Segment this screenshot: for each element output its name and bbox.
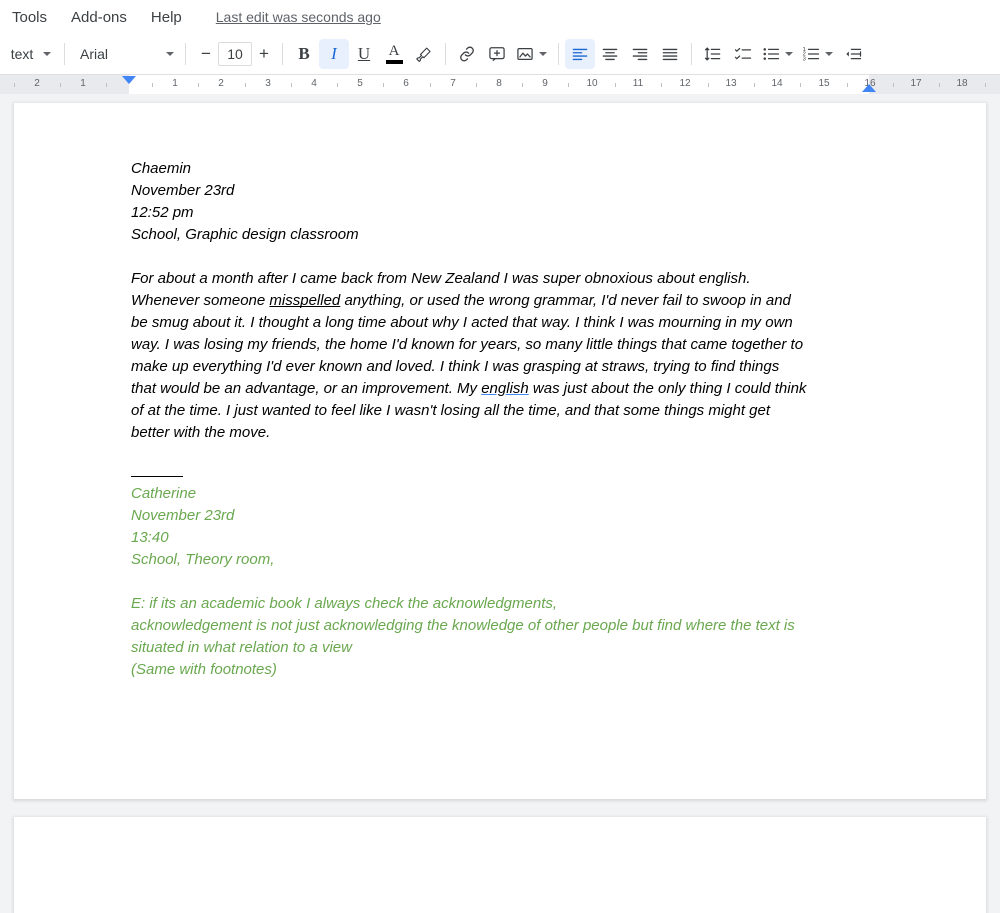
entry1-body-line: better with the move. [131, 424, 271, 441]
highlight-icon [415, 45, 433, 63]
bulleted-list-button[interactable] [758, 39, 798, 69]
menu-item-help[interactable]: Help [150, 8, 182, 26]
align-justify-icon [660, 44, 680, 64]
align-center-button[interactable] [595, 39, 625, 69]
insert-group [452, 36, 552, 72]
entry2-body-line: situated in what relation to a view [131, 639, 352, 656]
ruler-label: 18 [956, 78, 968, 89]
ruler-label: 13 [725, 78, 737, 89]
entry1-body-line: of at the time. I just wanted to feel like I wasn't losing all the time, and that some things might get [131, 402, 771, 419]
left-indent-marker[interactable] [122, 76, 136, 84]
font-group [71, 36, 179, 72]
ruler-label: 3 [265, 78, 271, 89]
chevron-down-icon [785, 52, 793, 56]
underline-icon: U [357, 44, 371, 63]
horizontal-ruler[interactable] [0, 74, 1000, 94]
flagged-word: english [481, 380, 529, 397]
ruler-label: 2 [218, 78, 224, 89]
paragraph-spacer [131, 571, 891, 593]
horizontal-divider [131, 476, 183, 477]
last-edit-status[interactable]: Last edit was seconds ago [215, 9, 381, 25]
document-text[interactable] [131, 158, 891, 681]
toolbar-divider [282, 43, 283, 65]
entry1-author: Chaemin [131, 160, 192, 177]
entry2-date: November 23rd [131, 507, 235, 524]
underline-button[interactable] [349, 39, 379, 69]
right-indent-marker[interactable] [862, 84, 876, 92]
misspelled-word: misspelled [269, 292, 341, 309]
menu-item-tools[interactable]: Tools [12, 8, 48, 26]
align-justify-button[interactable] [655, 39, 685, 69]
ruler-label: 6 [403, 78, 409, 89]
toolbar-divider [64, 43, 65, 65]
ruler-label: 5 [357, 78, 363, 89]
ruler-label: 10 [586, 78, 598, 89]
paragraph-spacer [131, 466, 891, 476]
checklist-icon [733, 44, 753, 64]
chevron-down-icon [539, 52, 547, 56]
ruler-label: 7 [450, 78, 456, 89]
ruler-label: 1 [80, 78, 86, 89]
ruler-track [0, 75, 1000, 94]
ruler-label: 12 [679, 78, 691, 89]
text-color-button[interactable] [379, 39, 409, 69]
entry2-body-line: (Same with footnotes) [131, 661, 277, 678]
ruler-label: 4 [311, 78, 317, 89]
decrease-font-size-button[interactable]: − [201, 44, 211, 63]
menu-item-add-ons[interactable]: Add-ons [71, 8, 127, 26]
toolbar-divider [558, 43, 559, 65]
insert-image-icon [515, 44, 535, 64]
font-family-dropdown[interactable] [71, 39, 179, 69]
entry2-body-line: acknowledgement is not just acknowledging the knowledge of other people but find where the text is [131, 617, 795, 634]
insert-link-button[interactable] [452, 39, 482, 69]
numbered-list-button[interactable] [798, 39, 838, 69]
text-format-group [289, 36, 439, 72]
align-center-icon [600, 44, 620, 64]
align-right-icon [630, 44, 650, 64]
svg-text:2: 2 [802, 51, 806, 58]
document-page-2[interactable] [14, 817, 986, 913]
add-comment-button[interactable] [482, 39, 512, 69]
paragraph-spacer [131, 444, 891, 466]
entry2-body-line: E: if its an academic book I always check the acknowledgments, [131, 595, 558, 612]
ruler-label: 11 [632, 78, 644, 89]
entry1-body-line: way. I was losing my friends, the home I'd known for years, so many little things that came together to [131, 336, 804, 353]
paragraph-style-value: text [10, 46, 34, 62]
checklist-button[interactable] [728, 39, 758, 69]
entry1-location: School, Graphic design classroom [131, 226, 359, 243]
link-icon [457, 44, 477, 64]
bold-icon: B [298, 44, 310, 63]
font-size-input[interactable]: 10 [218, 42, 252, 66]
align-left-icon [570, 44, 590, 64]
svg-text:3: 3 [802, 56, 806, 63]
document-page-1[interactable] [14, 103, 986, 799]
line-spacing-button[interactable] [698, 39, 728, 69]
bulleted-list-icon [761, 44, 781, 64]
text-color-swatch [386, 60, 403, 64]
numbered-list-icon [801, 44, 821, 64]
align-left-button[interactable] [565, 39, 595, 69]
text-color-letter: A [388, 43, 400, 59]
italic-icon: I [331, 44, 337, 63]
alignment-group [565, 36, 685, 72]
entry1-body-line: be smug about it. I thought a long time about why I acted that way. I think I was mourning in my own [131, 314, 793, 331]
increase-font-size-button[interactable]: + [259, 44, 269, 63]
ruler-label: 15 [818, 78, 830, 89]
insert-image-button[interactable] [512, 39, 552, 69]
ruler-label: 8 [496, 78, 502, 89]
entry1-date: November 23rd [131, 182, 235, 199]
decrease-indent-icon [843, 44, 863, 64]
ruler-left-margin [0, 75, 129, 94]
paragraph-style-dropdown[interactable] [0, 39, 58, 69]
toolbar-divider [445, 43, 446, 65]
line-spacing-icon [703, 44, 723, 64]
entry2-time: 13:40 [131, 529, 169, 546]
chevron-down-icon [825, 52, 833, 56]
spacing-and-lists-group [698, 36, 868, 72]
toolbar-divider [691, 43, 692, 65]
text-color-icon [386, 44, 403, 64]
bold-button[interactable] [289, 39, 319, 69]
formatting-toolbar [0, 34, 1000, 74]
ruler-right-margin [869, 75, 1000, 94]
entry1-body-line-2: Whenever someone misspelled anything, or used the wrong grammar, I'd never fail to swoop in and [131, 292, 791, 309]
toolbar-divider [185, 43, 186, 65]
entry2-author: Catherine [131, 485, 197, 502]
entry1-body-line-6: that would be an advantage, or an improvement. My english was just about the only thing I could think [131, 380, 807, 397]
entry1-body-line: make up everything I'd ever known and loved. I think I was grasping at straws, trying to find things [131, 358, 780, 375]
italic-button[interactable] [319, 39, 349, 69]
font-family-value: Arial [80, 46, 109, 62]
ruler-label: 14 [771, 78, 783, 89]
entry2-location: School, Theory room, [131, 551, 275, 568]
highlight-color-button[interactable] [409, 39, 439, 69]
chevron-down-icon [166, 52, 174, 56]
menu-bar [0, 0, 1000, 34]
ruler-label: 17 [910, 78, 922, 89]
add-comment-icon [487, 44, 507, 64]
document-canvas[interactable] [0, 95, 1000, 913]
ruler-label: 9 [542, 78, 548, 89]
svg-text:1: 1 [802, 47, 806, 54]
decrease-indent-button[interactable] [838, 39, 868, 69]
entry1-time: 12:52 pm [131, 204, 194, 221]
align-right-button[interactable] [625, 39, 655, 69]
chevron-down-icon [43, 52, 51, 56]
font-size-group [194, 36, 276, 72]
paragraph-style-group [0, 36, 58, 72]
ruler-label: 16 [864, 78, 876, 89]
entry1-body-line: For about a month after I came back from New Zealand I was super obnoxious about english. [131, 270, 751, 287]
ruler-label: 2 [34, 78, 40, 89]
ruler-label: 1 [172, 78, 178, 89]
paragraph-spacer [131, 246, 891, 268]
